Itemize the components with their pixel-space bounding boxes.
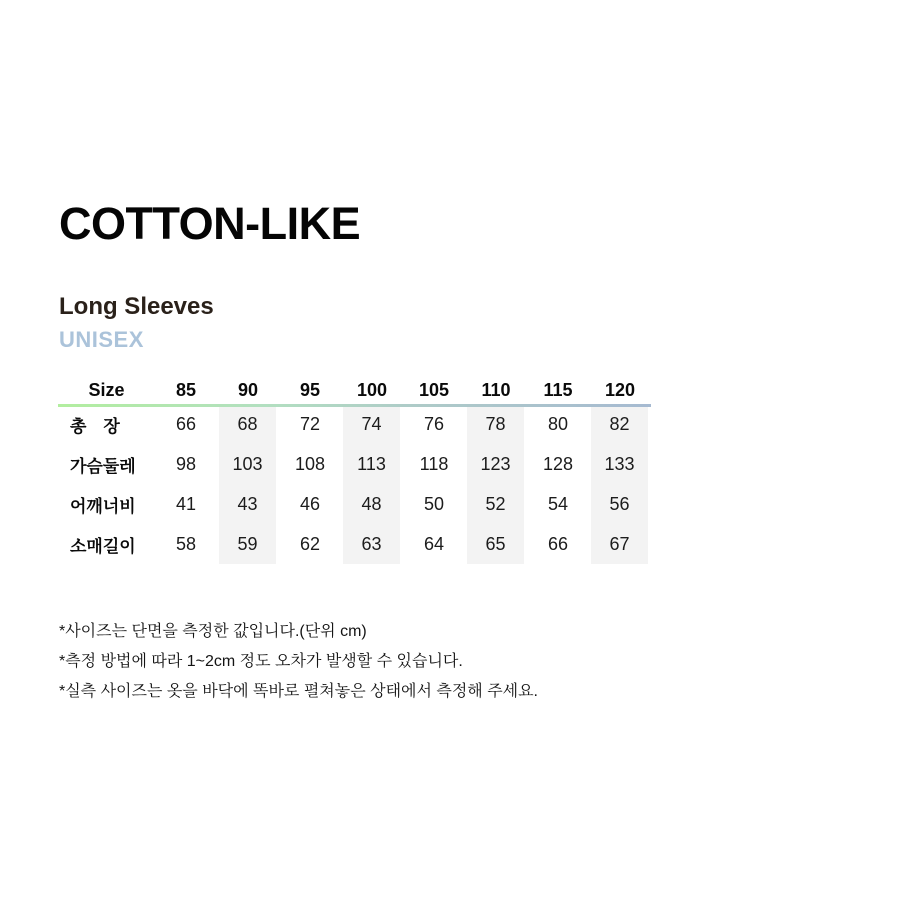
table-cell: 46 [299, 493, 321, 514]
product-subtitle: Long Sleeves [59, 293, 214, 320]
table-cell: 103 [217, 444, 279, 484]
table-row-chest [58, 444, 651, 484]
note-line: *실측 사이즈는 옷을 바닥에 똑바로 펼쳐놓은 상태에서 측정해 주세요. [59, 683, 539, 700]
table-cell: 74 [341, 404, 403, 444]
size-column-85: 85 [175, 379, 197, 400]
product-title: COTTON-LIKE [59, 198, 361, 249]
table-row-sleeve [58, 524, 651, 564]
table-cell: 118 [419, 453, 449, 474]
size-column-100: 100 [356, 379, 388, 400]
size-column-110: 110 [481, 379, 511, 400]
table-cell: 63 [341, 524, 403, 564]
table-cell: 58 [175, 533, 197, 554]
table-cell: 54 [547, 493, 569, 514]
size-table-header-row [58, 376, 651, 404]
table-cell: 59 [217, 524, 279, 564]
table-cell: 62 [299, 533, 321, 554]
table-cell: 43 [217, 484, 279, 524]
table-row-shoulder [58, 484, 651, 524]
table-cell: 133 [589, 444, 651, 484]
note-line: *측정 방법에 따라 1~2cm 정도 오차가 발생할 수 있습니다. [59, 653, 463, 670]
table-cell: 41 [175, 493, 197, 514]
table-cell: 48 [341, 484, 403, 524]
row-label-sleeve: 소매길이 [70, 536, 136, 556]
note-line: *사이즈는 단면을 측정한 값입니다.(단위 cm) [59, 623, 367, 640]
measurement-notes [59, 617, 538, 707]
size-column-105: 105 [418, 379, 450, 400]
table-cell: 56 [589, 484, 651, 524]
table-cell: 50 [423, 493, 445, 514]
table-cell: 108 [294, 453, 326, 474]
table-cell: 68 [217, 404, 279, 444]
table-cell: 65 [465, 524, 527, 564]
table-cell: 98 [175, 453, 197, 474]
table-cell: 66 [175, 413, 197, 434]
row-label-shoulder: 어깨너비 [70, 496, 136, 516]
row-label-chest: 가슴둘레 [70, 456, 136, 476]
table-row-total-length [58, 404, 651, 444]
table-cell: 113 [341, 444, 403, 484]
table-cell: 80 [547, 413, 569, 434]
size-column-95: 95 [299, 379, 321, 400]
size-header-label: Size [88, 379, 125, 400]
row-label-total-length: 총 장 [70, 416, 120, 436]
table-cell: 76 [423, 413, 445, 434]
size-column-120: 120 [604, 379, 636, 400]
table-cell: 64 [423, 533, 445, 554]
table-cell: 123 [465, 444, 527, 484]
table-cell: 82 [589, 404, 651, 444]
table-cell: 78 [465, 404, 527, 444]
table-cell: 67 [589, 524, 651, 564]
size-column-90: 90 [237, 379, 259, 400]
table-cell: 66 [547, 533, 569, 554]
table-cell: 72 [299, 413, 321, 434]
size-column-115: 115 [543, 379, 573, 400]
table-cell: 52 [465, 484, 527, 524]
unisex-label: UNISEX [59, 327, 144, 352]
table-cell: 128 [542, 453, 574, 474]
header-gradient-divider [58, 404, 651, 407]
